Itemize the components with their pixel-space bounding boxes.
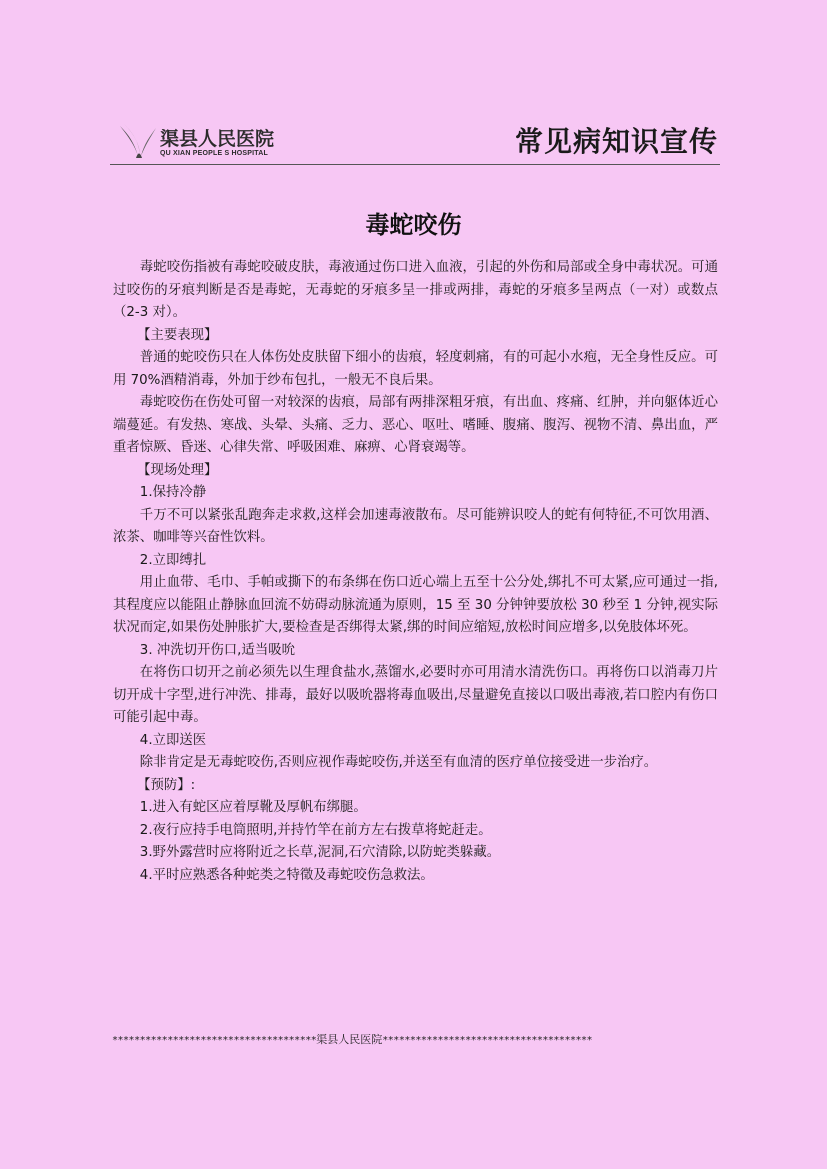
symptoms-paragraph-2: 毒蛇咬伤在伤处可留一对较深的齿痕，局部有两排深粗牙痕，有出血、疼痛、红肿，并向躯体近心端蔓延。有发热、寒战、头晕、头痛、乏力、恶心、呕吐、嗜睡、腹痛、腹泻、视物不清、鼻出血，严重者惊厥、昏迷、心律失常、呼吸困难、麻痹、心肾衰竭等。 [113, 395, 718, 455]
step-1-body: 千万不可以紧张乱跑奔走求救,这样会加速毒液散布。尽可能辨识咬人的蛇有何特征,不可饮用酒、浓茶、咖啡等兴奋性饮料。 [113, 507, 718, 545]
article-body [113, 257, 718, 887]
document-title: 毒蛇咬伤 [365, 210, 462, 239]
hospital-name-en: QU XIAN PEOPLE S HOSPITAL [160, 150, 268, 157]
step-2-body: 用止血带、毛巾、手帕或撕下的布条绑在伤口近心端上五至十公分处,绑扎不可太紧,应可通过一指,其程度应以能阻止静脉血回流不妨碍动脉流通为原则，15 至 30 分钟钟要放松 30 秒至 1 分钟,视实际状况而定,如果伤处肿胀扩大,要检查是否绑得太紧,绑的时间应缩短,放松时间应增多,以免肢体坏死。 [113, 575, 718, 635]
prevention-item-4: 4.平时应熟悉各种蛇类之特徵及毒蛇咬伤急救法。 [139, 867, 434, 883]
step-1-heading: 1.保持冷静 [139, 485, 207, 500]
prevention-item-3: 3.野外露营时应将附近之长草,泥洞,石穴清除,以防蛇类躲藏。 [139, 845, 501, 860]
prevention-item-2: 2.夜行应持手电筒照明,并持竹竿在前方左右拨草将蛇赶走。 [139, 822, 492, 838]
hospital-name: 渠县人民医院 [160, 128, 275, 150]
symptoms-heading: 【主要表现】 [137, 327, 218, 343]
onsite-treatment-heading: 【现场处理】 [137, 462, 218, 478]
page-footer [112, 1031, 722, 1047]
step-2-heading: 2.立即缚扎 [139, 552, 207, 568]
prevention-item-1: 1.进入有蛇区应着厚靴及厚帆布绑腿。 [139, 800, 367, 815]
prevention-heading: 【预防】: [137, 777, 196, 793]
section-title: 常见病知识宣传 [514, 125, 718, 158]
step-4-body: 除非肯定是无毒蛇咬伤,否则应视作毒蛇咬伤,并送至有血清的医疗单位接受进一步治疗。 [139, 755, 658, 770]
symptoms-paragraph-1: 普通的蛇咬伤只在人体伤处皮肤留下细小的齿痕，轻度刺痛，有的可起小水疱，无全身性反应。可用 70%酒精消毒，外加于纱布包扎，一般无不良后果。 [113, 350, 718, 388]
footer-hospital-name: 渠县人民医院 [316, 1033, 383, 1046]
page-header [110, 118, 720, 165]
step-3-heading: 3. 冲洗切开伤口,适当吸吮 [139, 642, 295, 658]
step-4-heading: 4.立即送医 [139, 732, 207, 748]
hospital-logo-icon [114, 122, 162, 162]
step-3-body: 在将伤口切开之前必须先以生理食盐水,蒸馏水,必要时亦可用清水清洗伤口。再将伤口以消毒刀片切开成十字型,进行冲洗、排毒，最好以吸吮器将毒血吸出,尽量避免直接以口吸出毒液,若口腔内有伤口可能引起中毒。 [113, 665, 718, 725]
intro-paragraph: 毒蛇咬伤指被有毒蛇咬破皮肤，毒液通过伤口进入血液，引起的外伤和局部或全身中毒状况。可通过咬伤的牙痕判断是否是毒蛇，无毒蛇的牙痕多呈一排或两排，毒蛇的牙痕多呈两点（一对）或数点（2-3 对）。 [113, 260, 718, 320]
footer-stars-right: ************************************** [382, 1035, 593, 1046]
footer-stars-left: ************************************* [112, 1035, 317, 1046]
